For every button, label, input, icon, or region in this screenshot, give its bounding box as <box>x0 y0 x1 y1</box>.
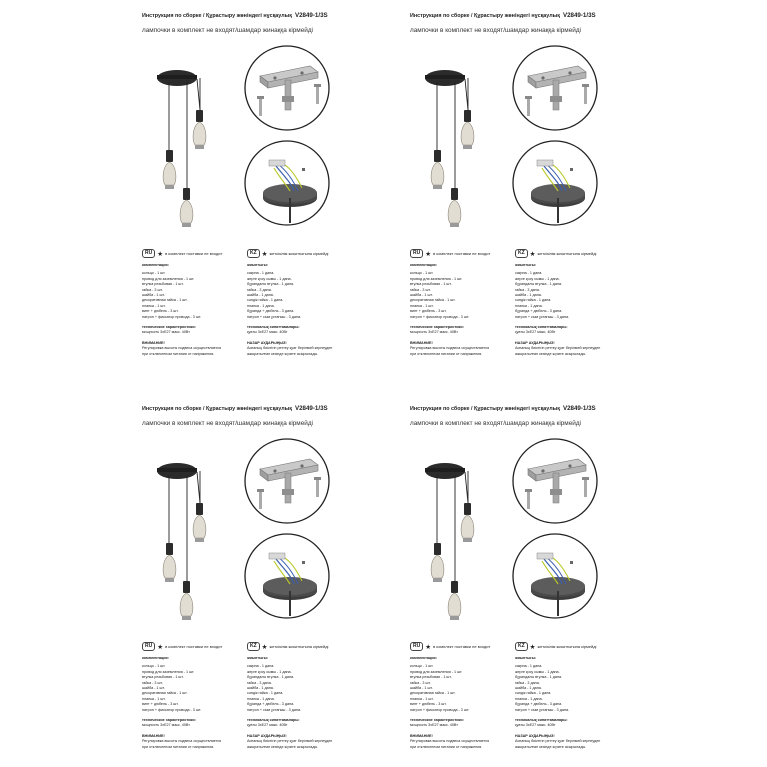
ru-kit-item: декоративная гайка - 1 шт. <box>142 691 188 696</box>
kz-kit-title: жиынтығы: <box>247 656 269 660</box>
kz-kit-item: бұрандалы втулка - 1 дана. <box>247 282 295 287</box>
ru-specs: мощность 3xE27 макс. 40Вт <box>142 723 190 728</box>
ru-kit-item: патрон + фиксатор провода - 3 шт. <box>142 707 202 712</box>
ru-kit-item: втулка резьбовая - 1 шт. <box>142 675 184 680</box>
kz-note-row: KZ ★ жеткізілім жиынтығына кірмейді <box>247 249 328 258</box>
ru-kit-item: шайба - 1 шт. <box>410 686 433 691</box>
ru-badge: RU <box>142 642 155 651</box>
ru-kit-item: кольцо - 1 шт. <box>410 664 434 669</box>
kz-kit-item: патрон + сым ұстағыш - 3 дана. <box>515 707 570 712</box>
kz-warning-line: Аспаның биіктігін реттеу қуат берілмей кернеуден <box>515 346 601 351</box>
kz-specs: қуаты 3xE27 макс. 40Вт <box>247 330 288 335</box>
kz-kit-item: шайба - 1 дана. <box>515 293 542 298</box>
kz-note-row: KZ ★ жеткізілім жиынтығына кірмейді <box>515 249 596 258</box>
ru-kit-item: патрон + фиксатор провода - 3 шт. <box>410 707 470 712</box>
ru-kit-item: кольцо - 1 шт. <box>142 664 166 669</box>
kz-kit-item: жерге қосу сымы - 1 дана. <box>515 276 560 281</box>
kz-kit-item: планка - 1 дана. <box>247 303 275 308</box>
doc-title: Инструкция по сборке / Құрастыру жөніндегі нұсқаулық V2849-1/3S <box>410 12 596 19</box>
doc-title: Инструкция по сборке / Құрастыру жөніндегі нұсқаулық V2849-1/3S <box>410 405 596 412</box>
doc-subtitle: лампочки в комплект не входят/шамдар жинаққа кірмейді <box>410 420 581 427</box>
kz-kit-item: сәндік гайка - 1 дана. <box>515 691 552 696</box>
kz-kit-title: жиынтығы: <box>247 263 269 267</box>
ru-kit-title: комплектация: <box>410 656 437 660</box>
ru-kit-item: втулка резьбовая - 1 шт. <box>410 282 452 287</box>
ru-kit-item: втулка резьбовая - 1 шт. <box>142 282 184 287</box>
ru-kit-item: патрон + фиксатор провода - 3 шт. <box>142 314 202 319</box>
ru-kit-item: патрон + фиксатор провода - 3 шт. <box>410 314 470 319</box>
ru-column <box>410 263 510 357</box>
ru-warning-title: ВНИМАНИЕ! <box>142 733 165 738</box>
ru-warning-line: при отключенном питании от напряжения. <box>410 744 483 749</box>
ru-kit-item: гайка - 3 шт. <box>142 287 163 292</box>
ru-column <box>410 656 510 750</box>
ru-kit-item: провод для заземления - 1 шт. <box>410 276 463 281</box>
ru-kit-item: винт + дюбель - 3 шт. <box>142 309 179 314</box>
ru-note-row: RU ★ в комплект поставки не входит <box>410 249 490 258</box>
ru-warning-line: при отключенном питании от напряжения. <box>142 351 215 356</box>
ru-kit-item: кольцо - 1 шт. <box>410 271 434 276</box>
kz-badge: KZ <box>515 249 528 258</box>
kz-kit-item: гайка - 3 дана. <box>247 287 272 292</box>
kz-note-row: KZ ★ жеткізілім жиынтығына кірмейді <box>515 642 596 651</box>
ru-kit-item: провод для заземления - 1 шт. <box>142 669 195 674</box>
ru-warning-line: при отключенном питании от напряжения. <box>142 744 215 749</box>
kz-warning-line: Аспаның биіктігін реттеу қуат берілмей кернеуден <box>515 739 601 744</box>
assembly-illustration <box>410 38 665 248</box>
assembly-illustration <box>410 431 665 641</box>
kz-specs-title: техникалық сипаттамалары: <box>515 325 568 330</box>
model-number: V2849-1/3S <box>562 12 596 19</box>
doc-title: Инструкция по сборке / Құрастыру жөніндегі нұсқаулық V2849-1/3S <box>142 12 328 19</box>
ru-kit-item: гайка - 3 шт. <box>142 680 163 685</box>
kz-kit-title: жиынтығы: <box>515 656 537 660</box>
doc-subtitle: лампочки в комплект не входят/шамдар жинаққа кірмейді <box>410 27 581 34</box>
kz-kit-item: патрон + сым ұстағыш - 3 дана. <box>515 314 570 319</box>
kz-specs: қуаты 3xE27 макс. 40Вт <box>515 723 556 728</box>
star-icon: ★ <box>157 643 164 651</box>
kz-column <box>247 263 347 357</box>
ru-warning-line: Регулировка высоты подвеса осуществляется <box>142 346 222 351</box>
ru-column <box>142 263 242 357</box>
kz-kit-item: бұранда + дюбель - 3 дана. <box>515 702 563 707</box>
kz-specs-title: техникалық сипаттамалары: <box>247 325 300 330</box>
kz-warning-line: ажыратылған кезінде жүзеге асырылады. <box>515 744 587 749</box>
kz-warning-title: НАЗАР АУДАРЫҢЫЗ! <box>515 733 555 738</box>
kz-kit-item: планка - 1 дана. <box>515 303 543 308</box>
ru-kit-item: планка - 1 шт. <box>410 303 434 308</box>
ru-column <box>142 656 242 750</box>
ru-kit-title: комплектация: <box>410 263 437 267</box>
star-icon: ★ <box>261 643 268 651</box>
ru-note-row: RU ★ в комплект поставки не входит <box>410 642 490 651</box>
ru-specs-title: технические характеристики: <box>142 718 196 723</box>
kz-warning-line: ажыратылған кезінде жүзеге асырылады. <box>247 351 319 356</box>
kz-warning-line: ажыратылған кезінде жүзеге асырылады. <box>515 351 587 356</box>
kz-kit-title: жиынтығы: <box>515 263 537 267</box>
kz-column <box>247 656 347 750</box>
kz-specs: қуаты 3xE27 макс. 40Вт <box>515 330 556 335</box>
ru-note-row: RU ★ в комплект поставки не входит <box>142 642 222 651</box>
kz-kit-item: бұранда + дюбель - 3 дана. <box>515 309 563 314</box>
kz-badge: KZ <box>247 642 260 651</box>
kz-kit-item: бұранда + дюбель - 3 дана. <box>247 309 295 314</box>
ru-kit-item: гайка - 3 шт. <box>410 680 431 685</box>
model-number: V2849-1/3S <box>294 405 328 412</box>
instruction-panel <box>410 405 665 749</box>
kz-kit-item: сақина - 1 дана. <box>515 271 543 276</box>
model-number: V2849-1/3S <box>294 12 328 19</box>
star-icon: ★ <box>425 250 432 258</box>
instruction-panel <box>410 12 665 356</box>
ru-kit-item: планка - 1 шт. <box>142 303 166 308</box>
kz-kit-item: гайка - 3 дана. <box>247 680 272 685</box>
ru-kit-item: шайба - 1 шт. <box>142 293 165 298</box>
kz-warning-title: НАЗАР АУДАРЫҢЫЗ! <box>247 733 287 738</box>
ru-kit-title: комплектация: <box>142 656 169 660</box>
kz-kit-item: гайка - 3 дана. <box>515 287 540 292</box>
model-number: V2849-1/3S <box>562 405 596 412</box>
kz-kit-item: планка - 1 дана. <box>247 696 275 701</box>
ru-kit-item: планка - 1 шт. <box>142 696 166 701</box>
ru-kit-item: кольцо - 1 шт. <box>142 271 166 276</box>
ru-kit-item: планка - 1 шт. <box>410 696 434 701</box>
ru-warning-title: ВНИМАНИЕ! <box>142 340 165 345</box>
ru-warning-line: Регулировка высоты подвеса осуществляется <box>142 739 222 744</box>
ru-note-row: RU ★ в комплект поставки не входит <box>142 249 222 258</box>
ru-kit-item: декоративная гайка - 1 шт. <box>410 691 456 696</box>
ru-kit-item: декоративная гайка - 1 шт. <box>410 298 456 303</box>
doc-subtitle: лампочки в комплект не входят/шамдар жинаққа кірмейді <box>142 420 313 427</box>
star-icon: ★ <box>157 250 164 258</box>
ru-kit-title: комплектация: <box>142 263 169 267</box>
ru-kit-item: гайка - 3 шт. <box>410 287 431 292</box>
ru-specs-title: технические характеристики: <box>410 325 464 330</box>
kz-kit-item: жерге қосу сымы - 1 дана. <box>515 669 560 674</box>
doc-subtitle: лампочки в комплект не входят/шамдар жинаққа кірмейді <box>142 27 313 34</box>
kz-kit-item: бұрандалы втулка - 1 дана. <box>515 282 563 287</box>
ru-specs-title: технические характеристики: <box>410 718 464 723</box>
ru-specs: мощность 3xE27 макс. 40Вт <box>410 723 458 728</box>
ru-kit-item: декоративная гайка - 1 шт. <box>142 298 188 303</box>
kz-specs-title: техникалық сипаттамалары: <box>515 718 568 723</box>
ru-warning-line: Регулировка высоты подвеса осуществляется <box>410 739 490 744</box>
star-icon: ★ <box>529 250 536 258</box>
kz-kit-item: сақина - 1 дана. <box>515 664 543 669</box>
kz-column <box>515 263 615 357</box>
kz-kit-item: шайба - 1 дана. <box>515 686 542 691</box>
kz-kit-item: бұрандалы втулка - 1 дана. <box>247 675 295 680</box>
kz-note-row: KZ ★ жеткізілім жиынтығына кірмейді <box>247 642 328 651</box>
ru-badge: RU <box>410 249 423 258</box>
kz-warning-line: Аспаның биіктігін реттеу қуат берілмей кернеуден <box>247 739 333 744</box>
kz-specs: қуаты 3xE27 макс. 40Вт <box>247 723 288 728</box>
kz-kit-item: патрон + сым ұстағыш - 3 дана. <box>247 314 302 319</box>
ru-warning-line: Регулировка высоты подвеса осуществляется <box>410 346 490 351</box>
ru-warning-title: ВНИМАНИЕ! <box>410 340 433 345</box>
ru-specs: мощность 3xE27 макс. 40Вт <box>410 330 458 335</box>
kz-kit-item: патрон + сым ұстағыш - 3 дана. <box>247 707 302 712</box>
kz-kit-item: сәндік гайка - 1 дана. <box>515 298 552 303</box>
kz-kit-item: сәндік гайка - 1 дана. <box>247 691 284 696</box>
ru-warning-line: при отключенном питании от напряжения. <box>410 351 483 356</box>
kz-kit-item: бұрандалы втулка - 1 дана. <box>515 675 563 680</box>
kz-kit-item: шайба - 1 дана. <box>247 293 274 298</box>
instruction-panel <box>142 12 397 356</box>
kz-warning-line: Аспаның биіктігін реттеу қуат берілмей кернеуден <box>247 346 333 351</box>
kz-warning-line: ажыратылған кезінде жүзеге асырылады. <box>247 744 319 749</box>
kz-kit-item: жерге қосу сымы - 1 дана. <box>247 669 292 674</box>
star-icon: ★ <box>529 643 536 651</box>
kz-specs-title: техникалық сипаттамалары: <box>247 718 300 723</box>
instruction-panel <box>142 405 397 749</box>
ru-specs-title: технические характеристики: <box>142 325 196 330</box>
kz-kit-item: бұранда + дюбель - 3 дана. <box>247 702 295 707</box>
kz-kit-item: планка - 1 дана. <box>515 696 543 701</box>
ru-kit-item: винт + дюбель - 3 шт. <box>410 309 447 314</box>
ru-kit-item: винт + дюбель - 3 шт. <box>142 702 179 707</box>
kz-warning-title: НАЗАР АУДАРЫҢЫЗ! <box>515 340 555 345</box>
kz-kit-item: шайба - 1 дана. <box>247 686 274 691</box>
kz-badge: KZ <box>247 249 260 258</box>
ru-kit-item: провод для заземления - 1 шт. <box>410 669 463 674</box>
star-icon: ★ <box>261 250 268 258</box>
kz-badge: KZ <box>515 642 528 651</box>
ru-badge: RU <box>142 249 155 258</box>
kz-kit-item: сәндік гайка - 1 дана. <box>247 298 284 303</box>
ru-specs: мощность 3xE27 макс. 40Вт <box>142 330 190 335</box>
assembly-illustration <box>142 38 397 248</box>
kz-kit-item: сақина - 1 дана. <box>247 664 275 669</box>
kz-kit-item: жерге қосу сымы - 1 дана. <box>247 276 292 281</box>
star-icon: ★ <box>425 643 432 651</box>
ru-warning-title: ВНИМАНИЕ! <box>410 733 433 738</box>
ru-kit-item: винт + дюбель - 3 шт. <box>410 702 447 707</box>
ru-kit-item: шайба - 1 шт. <box>142 686 165 691</box>
doc-title: Инструкция по сборке / Құрастыру жөніндегі нұсқаулық V2849-1/3S <box>142 405 328 412</box>
ru-kit-item: втулка резьбовая - 1 шт. <box>410 675 452 680</box>
kz-kit-item: гайка - 3 дана. <box>515 680 540 685</box>
ru-kit-item: провод для заземления - 1 шт. <box>142 276 195 281</box>
kz-column <box>515 656 615 750</box>
kz-warning-title: НАЗАР АУДАРЫҢЫЗ! <box>247 340 287 345</box>
ru-kit-item: шайба - 1 шт. <box>410 293 433 298</box>
kz-kit-item: сақина - 1 дана. <box>247 271 275 276</box>
ru-badge: RU <box>410 642 423 651</box>
assembly-illustration <box>142 431 397 641</box>
